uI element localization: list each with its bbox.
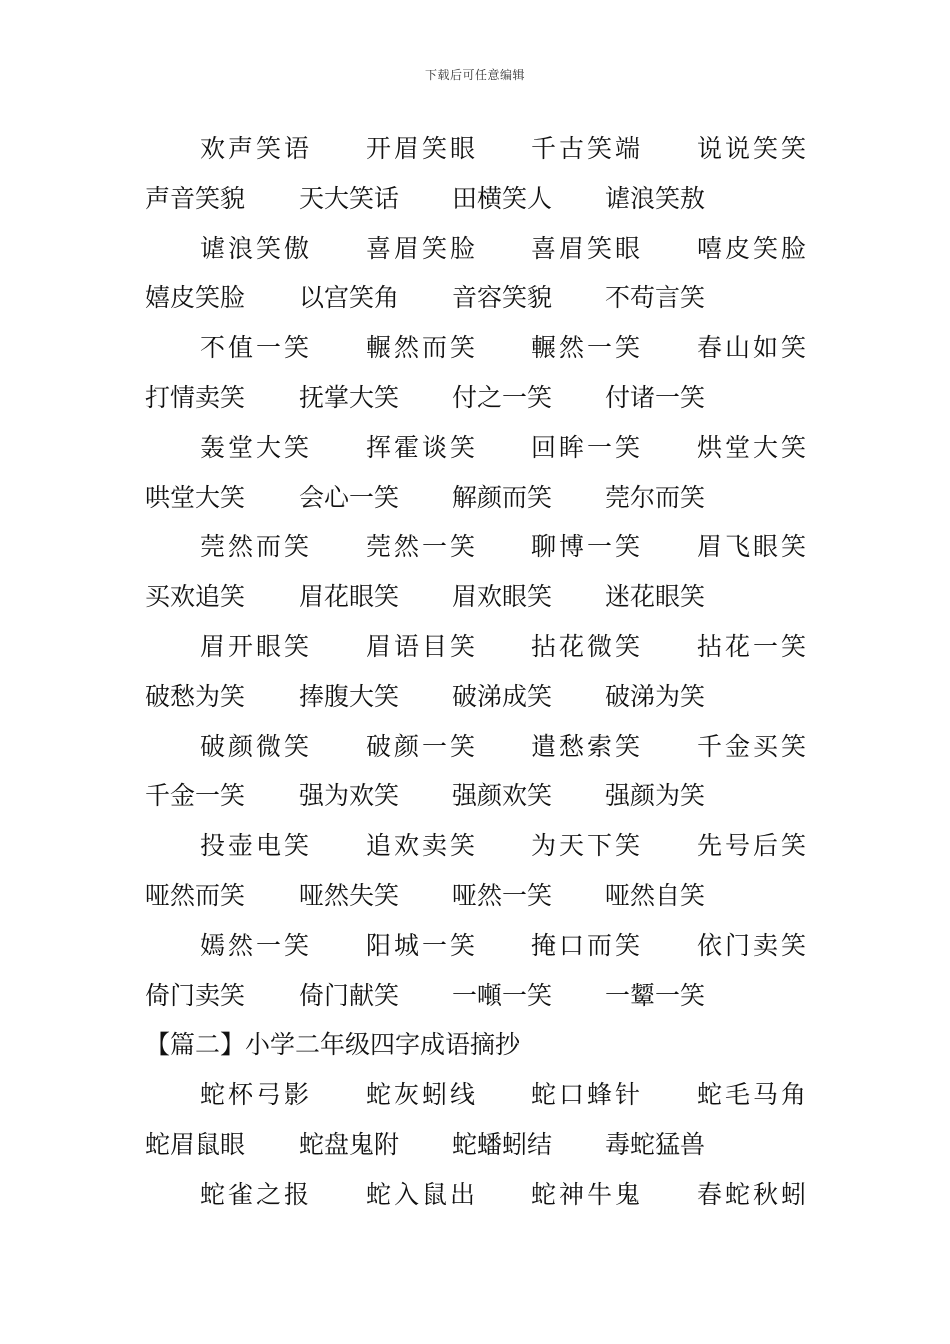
idiom: 千古笑端 [531, 134, 644, 163]
idiom: 追欢卖笑 [366, 831, 479, 861]
idiom-row [0, 273, 950, 323]
idiom: 輾然而笑 [366, 333, 479, 363]
idiom-row [0, 473, 950, 523]
idiom: 一噸一笑 [452, 980, 553, 1010]
idiom: 拈花微笑 [531, 631, 644, 661]
idiom: 以宫笑角 [299, 283, 400, 313]
idiom: 喜眉笑脸 [366, 233, 479, 263]
idiom-list [0, 124, 950, 1220]
idiom: 輾然一笑 [531, 333, 644, 363]
idiom: 破涕为笑 [605, 681, 706, 711]
idiom: 强颜欢笑 [452, 781, 553, 811]
idiom: 买欢追笑 [145, 582, 246, 612]
idiom: 会心一笑 [299, 482, 400, 512]
idiom-row [0, 921, 950, 971]
idiom: 开眉笑眼 [366, 134, 479, 163]
idiom: 付诸一笑 [605, 382, 706, 412]
idiom: 不值一笑 [200, 333, 313, 363]
idiom: 蛇盘鬼附 [299, 1129, 400, 1159]
idiom: 哑然而笑 [145, 880, 246, 910]
idiom: 为天下笑 [531, 831, 644, 861]
idiom: 拈花一笑 [697, 631, 810, 661]
idiom: 嫣然一笑 [200, 930, 313, 960]
idiom-row [0, 622, 950, 672]
idiom: 挥霍谈笑 [366, 432, 479, 462]
idiom: 不苟言笑 [605, 283, 706, 313]
idiom-row [0, 522, 950, 572]
idiom: 聊博一笑 [531, 532, 644, 562]
page-header: 下载后可任意编辑 [424, 68, 525, 82]
idiom-row [0, 1170, 950, 1220]
idiom: 蛇杯弓影 [200, 1080, 313, 1110]
idiom-row [0, 373, 950, 423]
idiom: 破颜微笑 [200, 731, 313, 761]
idiom: 打情卖笑 [145, 382, 246, 412]
idiom: 莞然一笑 [366, 532, 479, 562]
idiom: 毒蛇猛兽 [605, 1129, 706, 1159]
section-heading: 【篇二】小学二年级四字成语摘抄 [145, 1030, 521, 1060]
idiom: 蛇神牛鬼 [531, 1179, 644, 1209]
idiom: 一颦一笑 [605, 980, 706, 1010]
idiom-row [0, 722, 950, 772]
section-heading-row [0, 1020, 950, 1070]
idiom: 依门卖笑 [697, 930, 810, 960]
idiom: 天大笑话 [299, 183, 400, 213]
idiom: 春山如笑 [697, 333, 810, 363]
idiom: 千金买笑 [697, 731, 810, 761]
idiom: 回眸一笑 [531, 432, 644, 462]
idiom: 谑浪笑傲 [200, 233, 313, 263]
idiom: 倚门卖笑 [145, 980, 246, 1010]
idiom: 破愁为笑 [145, 681, 246, 711]
idiom: 哑然失笑 [299, 880, 400, 910]
idiom: 莞然而笑 [200, 532, 313, 562]
idiom: 嬉皮笑脸 [145, 283, 246, 313]
idiom-row [0, 124, 950, 174]
idiom: 先号后笑 [697, 831, 810, 861]
idiom: 眉欢眼笑 [452, 582, 553, 612]
idiom: 迷花眼笑 [605, 582, 706, 612]
idiom: 轰堂大笑 [200, 432, 313, 462]
idiom: 蛇入鼠出 [366, 1179, 479, 1209]
idiom: 哑然一笑 [452, 880, 553, 910]
idiom: 投壶电笑 [200, 831, 313, 861]
idiom-row [0, 224, 950, 274]
idiom: 强颜为笑 [605, 781, 706, 811]
idiom: 掩口而笑 [531, 930, 644, 960]
idiom: 眉语目笑 [366, 631, 479, 661]
idiom: 欢声笑语 [200, 134, 313, 163]
idiom-row [0, 771, 950, 821]
idiom: 春蛇秋蚓 [697, 1179, 810, 1209]
idiom-row [0, 871, 950, 921]
idiom: 千金一笑 [145, 781, 246, 811]
idiom: 说说笑笑 [697, 134, 810, 163]
idiom: 眉开眼笑 [200, 631, 313, 661]
idiom: 付之一笑 [452, 382, 553, 412]
idiom-row [0, 174, 950, 224]
idiom: 捧腹大笑 [299, 681, 400, 711]
idiom: 哄堂大笑 [145, 482, 246, 512]
idiom: 眉飞眼笑 [697, 532, 810, 562]
idiom: 阳城一笑 [366, 930, 479, 960]
idiom: 蛇口蜂针 [531, 1080, 644, 1110]
idiom: 烘堂大笑 [697, 432, 810, 462]
idiom-row [0, 572, 950, 622]
idiom: 遣愁索笑 [531, 731, 644, 761]
idiom-row [0, 1120, 950, 1170]
idiom: 莞尔而笑 [605, 482, 706, 512]
idiom: 声音笑貌 [145, 183, 246, 213]
idiom: 喜眉笑眼 [531, 233, 644, 263]
idiom-row [0, 672, 950, 722]
idiom-row [0, 821, 950, 871]
idiom: 田横笑人 [452, 183, 553, 213]
idiom-row [0, 323, 950, 373]
idiom: 破涕成笑 [452, 681, 553, 711]
idiom: 解颜而笑 [452, 482, 553, 512]
idiom: 蛇毛马角 [697, 1080, 810, 1110]
idiom: 蛇雀之报 [200, 1179, 313, 1209]
idiom: 蛇蟠蚓结 [452, 1129, 553, 1159]
idiom: 强为欢笑 [299, 781, 400, 811]
idiom: 破颜一笑 [366, 731, 479, 761]
idiom: 音容笑貌 [452, 283, 553, 313]
idiom: 谑浪笑敖 [605, 183, 706, 213]
idiom: 蛇灰蚓线 [366, 1080, 479, 1110]
idiom: 眉花眼笑 [299, 582, 400, 612]
idiom-row [0, 423, 950, 473]
idiom: 蛇眉鼠眼 [145, 1129, 246, 1159]
idiom: 倚门献笑 [299, 980, 400, 1010]
idiom: 抚掌大笑 [299, 382, 400, 412]
idiom-row [0, 971, 950, 1021]
idiom: 哑然自笑 [605, 880, 706, 910]
idiom: 嘻皮笑脸 [697, 233, 810, 263]
idiom-row [0, 1070, 950, 1120]
